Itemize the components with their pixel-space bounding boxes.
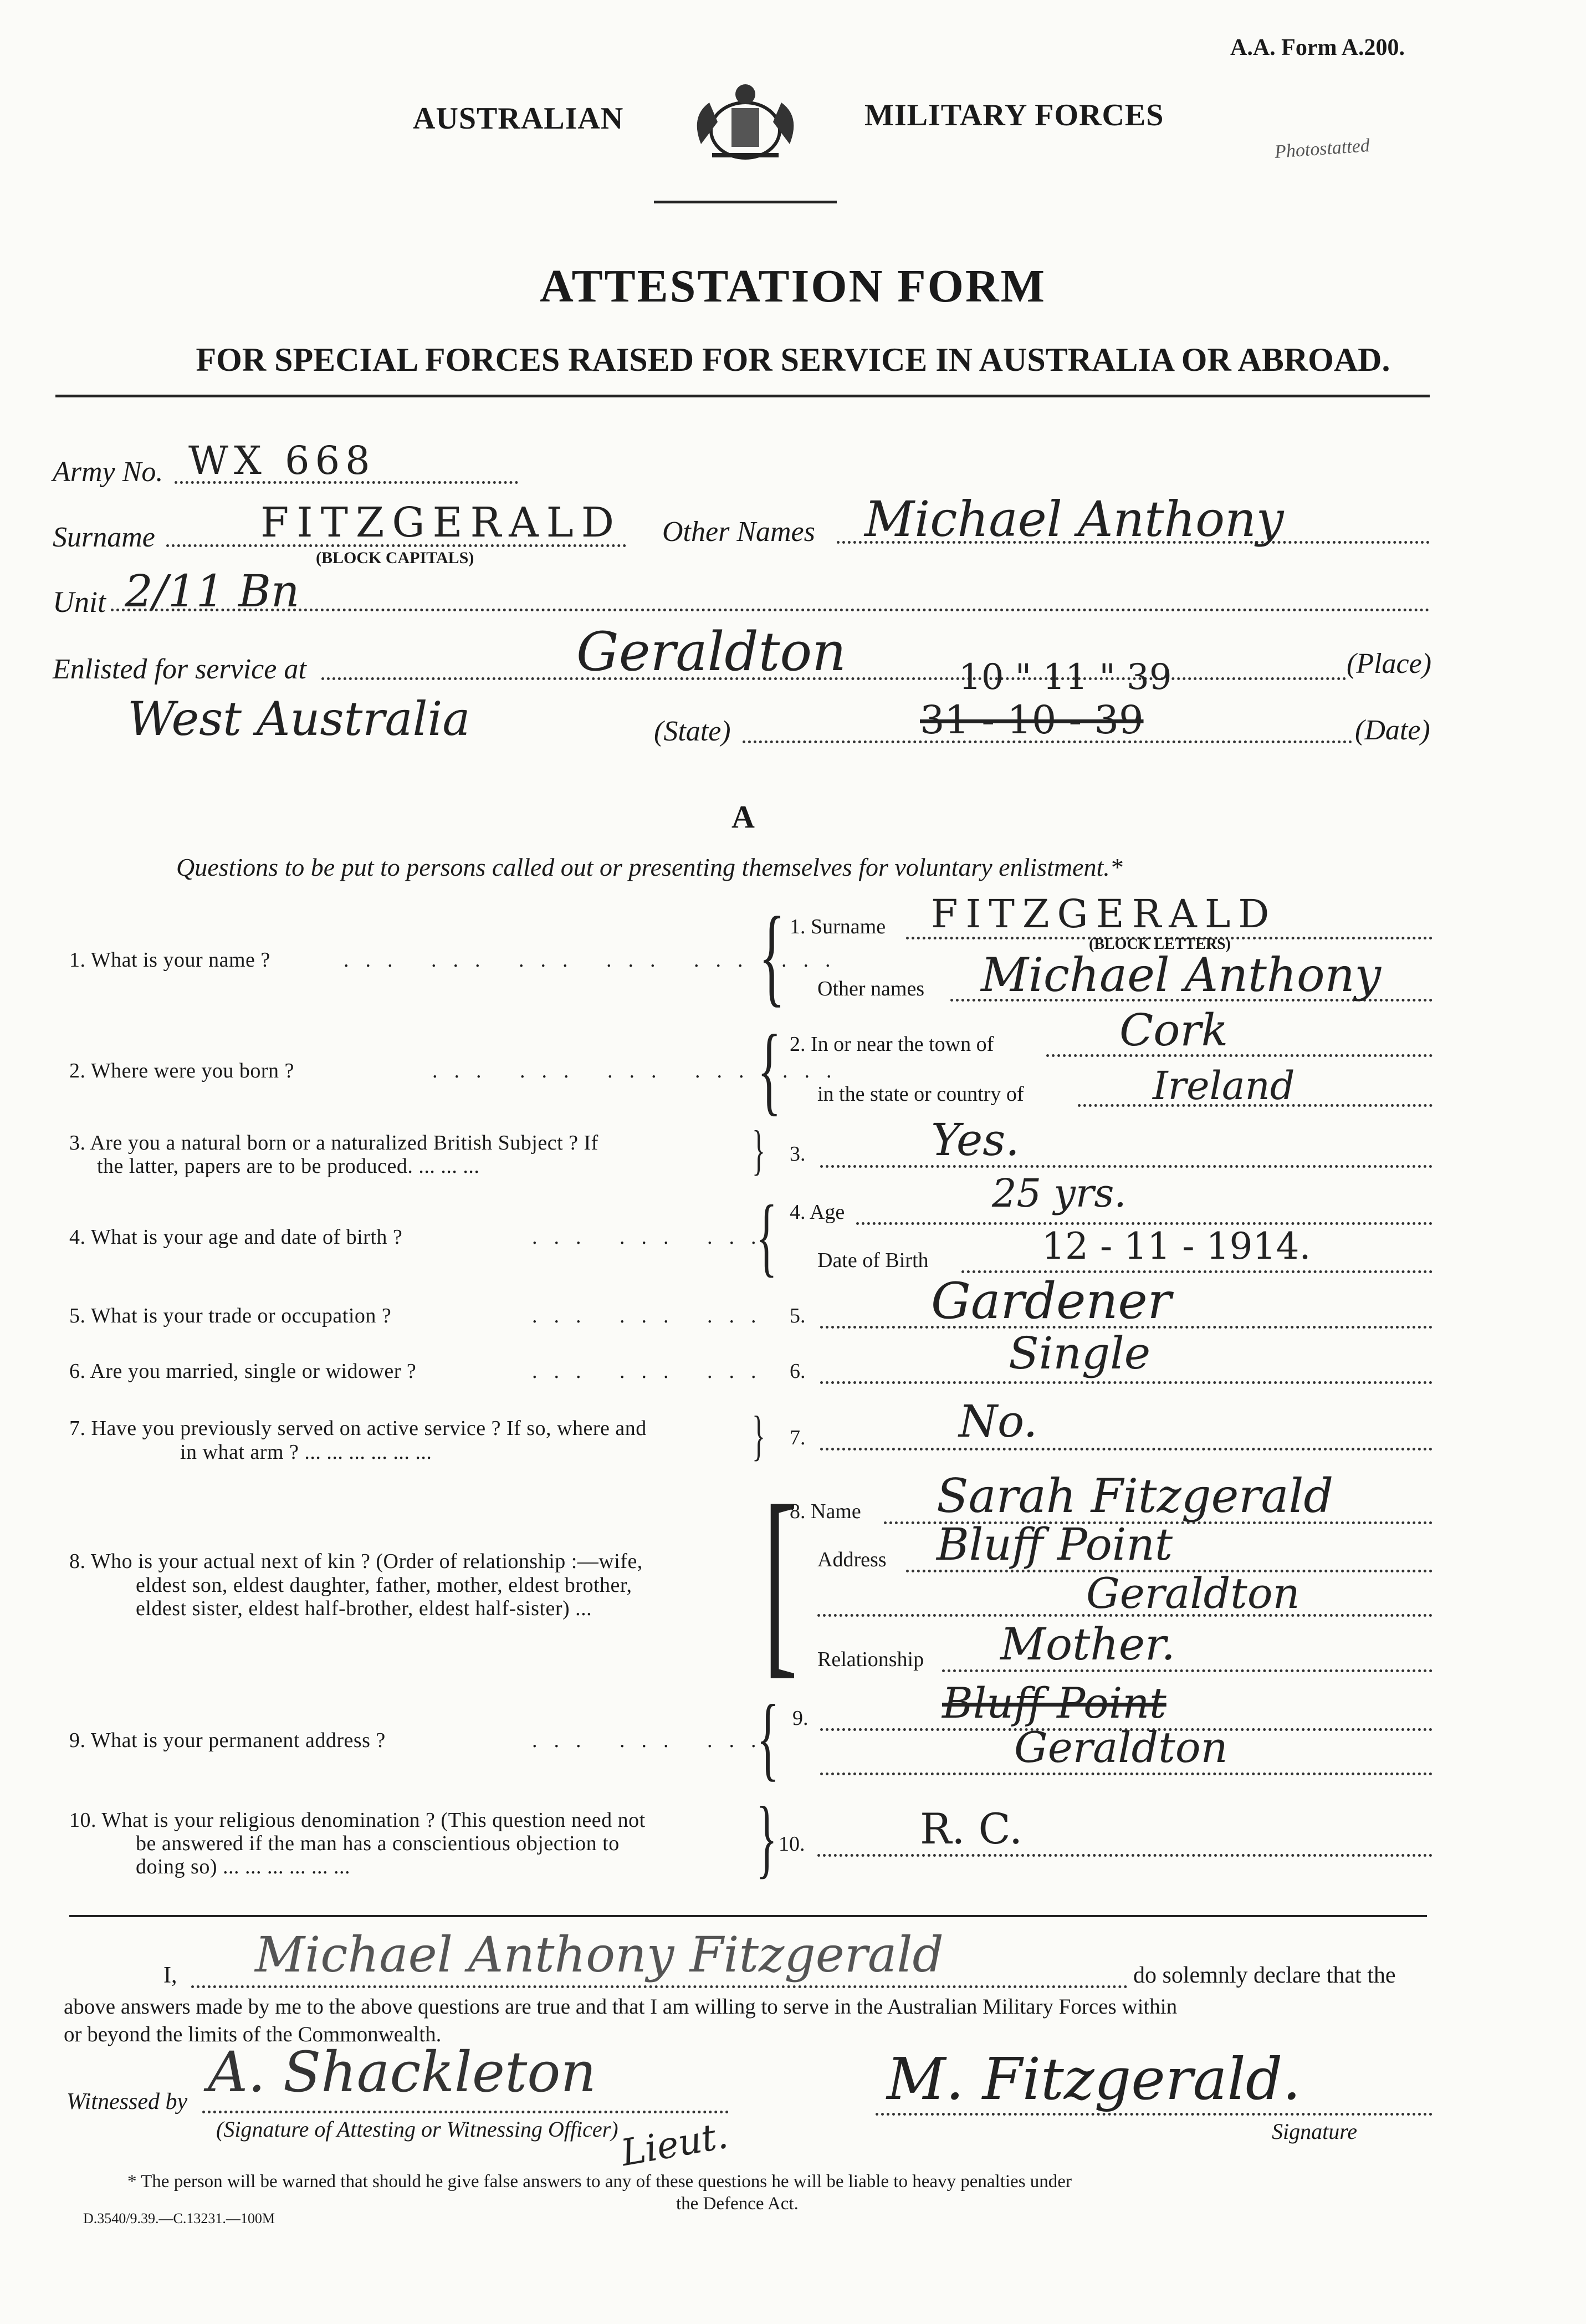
- enlisted-place-value: Geraldton: [576, 621, 846, 683]
- unit-value: 2/11 Bn: [125, 565, 300, 617]
- a6-label: 6.: [790, 1360, 806, 1383]
- footer-note-cont: the Defence Act.: [676, 2194, 799, 2214]
- a2-town-label: 2. In or near the town of: [790, 1033, 994, 1056]
- witness-signature: A. Shackleton: [208, 2040, 596, 2105]
- declaration-name-line: [191, 1985, 1128, 1988]
- declaration-rule: [69, 1915, 1427, 1917]
- question-1: 1. What is your name ?: [69, 948, 270, 972]
- brace-7: }: [752, 1404, 765, 1466]
- a4-dob-label: Date of Birth: [817, 1249, 929, 1272]
- brace-3: }: [752, 1119, 765, 1181]
- print-code: D.3540/9.39.—C.13231.—100M: [83, 2210, 275, 2226]
- place-label: (Place): [1347, 648, 1432, 680]
- a3-line: [820, 1165, 1432, 1168]
- army-no-label: Army No.: [53, 456, 163, 488]
- header-divider: [654, 201, 837, 203]
- a4-age-label: 4. Age: [790, 1201, 845, 1224]
- question-6-dots: ... ... ...: [532, 1360, 773, 1383]
- signature-line: [876, 2113, 1432, 2116]
- declaration-text2: above answers made by me to the above questions are true and that I am willing to serve in the Australian Military Forces within: [64, 1995, 1178, 2019]
- a9-line2-value: Geraldton: [1014, 1723, 1228, 1772]
- state-label: (State): [654, 716, 731, 747]
- section-letter: A: [731, 799, 755, 835]
- a4-age-value: 25 yrs.: [992, 1171, 1127, 1216]
- question-10-cont2: doing so) ... ... ... ... ... ...: [136, 1855, 350, 1878]
- a1-other-value: Michael Anthony: [981, 948, 1382, 1002]
- a6-value: Single: [1009, 1327, 1151, 1379]
- enlisted-date-value: 10 " 11 " 39: [959, 657, 1172, 698]
- a7-value: No.: [959, 1396, 1038, 1447]
- a1-other-label: Other names: [817, 977, 925, 1000]
- page-subtitle: FOR SPECIAL FORCES RAISED FOR SERVICE IN AUSTRALIA OR ABROAD.: [196, 341, 1390, 378]
- signature-caption: Signature: [1272, 2119, 1358, 2144]
- a6-line: [820, 1381, 1432, 1384]
- a9-label: 9.: [792, 1707, 809, 1730]
- question-9: 9. What is your permanent address ?: [69, 1729, 386, 1752]
- a8-address-label: Address: [817, 1548, 887, 1571]
- a4-dob-value: 12 - 11 - 1914.: [1042, 1225, 1311, 1268]
- other-names-value: Michael Anthony: [864, 491, 1284, 548]
- title-rule: [55, 395, 1430, 397]
- header-left-title: AUSTRALIAN: [413, 101, 624, 136]
- surname-value: FITZGERALD: [260, 499, 622, 546]
- form-number: A.A. Form A.200.: [1230, 35, 1405, 60]
- a8-relationship-label: Relationship: [817, 1648, 924, 1671]
- header-right-title: MILITARY FORCES: [864, 98, 1164, 132]
- a8-relationship-value: Mother.: [1000, 1618, 1175, 1670]
- surname-label: Surname: [53, 522, 155, 553]
- state-value: West Australia: [127, 692, 470, 746]
- a2-country-label: in the state or country of: [817, 1082, 1024, 1106]
- question-3-cont: the latter, papers are to be produced. ... ... ...: [97, 1155, 480, 1178]
- enlistee-signature: M. Fitzgerald.: [887, 2045, 1301, 2113]
- a2-country-value: Ireland: [1153, 1063, 1295, 1109]
- struck-date-value: 31 - 10 - 39: [920, 697, 1144, 743]
- a8-name-label: 8. Name: [790, 1500, 861, 1523]
- question-4: 4. What is your age and date of birth ?: [69, 1225, 403, 1249]
- a2-town-line: [1046, 1054, 1432, 1057]
- a10-label: 10.: [779, 1832, 805, 1856]
- a10-line: [817, 1854, 1432, 1857]
- date-label: (Date): [1355, 714, 1430, 746]
- a3-label: 3.: [790, 1142, 806, 1166]
- brace-8: [: [763, 1463, 798, 1696]
- a8-address2-value: Geraldton: [1086, 1569, 1300, 1618]
- army-no-value: WX 668: [188, 438, 376, 483]
- question-6: 6. Are you married, single or widower ?: [69, 1360, 417, 1383]
- question-8: 8. Who is your actual next of kin ? (Order of relationship :—wife,: [69, 1550, 643, 1573]
- question-4-dots: ... ... ...: [532, 1225, 773, 1249]
- question-8-cont: eldest son, eldest daughter, father, mother, eldest brother,: [136, 1574, 632, 1597]
- a1-surname-label: 1. Surname: [790, 915, 886, 938]
- question-2-dots: ... ... ... ... ...: [432, 1059, 848, 1082]
- question-10: 10. What is your religious denomination ? (This question need not: [69, 1809, 646, 1832]
- a3-value: Yes.: [931, 1114, 1020, 1166]
- question-3: 3. Are you a natural born or a naturalized British Subject ? If: [69, 1131, 598, 1155]
- a1-block-note: (BLOCK LETTERS): [1089, 936, 1231, 953]
- brace-1: {: [759, 895, 785, 1017]
- a1-surname-value: FITZGERALD: [931, 891, 1277, 937]
- brace-2: {: [757, 1014, 781, 1125]
- witness-line: [202, 2111, 729, 2113]
- a8-address1-value: Bluff Point: [937, 1519, 1173, 1570]
- page-title: ATTESTATION FORM: [540, 261, 1046, 312]
- brace-10: }: [756, 1788, 777, 1887]
- witness-rank: Lieut.: [617, 2113, 731, 2175]
- a7-line: [820, 1448, 1432, 1450]
- question-5-dots: ... ... ...: [532, 1304, 773, 1327]
- a5-label: 5.: [790, 1304, 806, 1327]
- question-10-cont: be answered if the man has a conscientious objection to: [136, 1832, 620, 1855]
- brace-4: {: [756, 1187, 777, 1285]
- question-2: 2. Where were you born ?: [69, 1059, 294, 1082]
- declaration-name-value: Michael Anthony Fitzgerald: [255, 1926, 944, 1983]
- photostat-stamp: Photostatted: [1273, 135, 1370, 162]
- witnessed-label: Witnessed by: [66, 2089, 188, 2114]
- question-7-cont: in what arm ? ... ... ... ... ... ...: [180, 1441, 432, 1464]
- a2-town-value: Cork: [1119, 1004, 1229, 1056]
- witness-caption: (Signature of Attesting or Witnessing Officer): [216, 2117, 618, 2142]
- brace-9: {: [756, 1685, 780, 1790]
- question-1-dots: ... ... ... ... ... ...: [344, 948, 847, 972]
- coat-of-arms-icon: [679, 78, 812, 166]
- a9-line1-value: Bluff Point: [942, 1678, 1167, 1728]
- a5-value: Gardener: [931, 1272, 1171, 1330]
- question-8-cont2: eldest sister, eldest half-brother, eldest half-sister) ...: [136, 1597, 592, 1620]
- question-9-dots: ... ... ...: [532, 1729, 773, 1752]
- question-7: 7. Have you previously served on active service ? If so, where and: [69, 1417, 647, 1440]
- a8-name-value: Sarah Fitzgerald: [937, 1469, 1334, 1523]
- enlisted-label: Enlisted for service at: [53, 653, 306, 685]
- unit-line: [111, 609, 1430, 611]
- a7-label: 7.: [790, 1426, 806, 1449]
- declaration-text3: or beyond the limits of the Commonwealth.: [64, 2022, 442, 2046]
- declaration-text1: do solemnly declare that the: [1133, 1963, 1396, 1988]
- footer-note: * The person will be warned that should he give false answers to any of these questions he will be liable to heavy penalties under: [127, 2172, 1072, 2192]
- a9-line2: [820, 1773, 1432, 1775]
- section-intro: Questions to be put to persons called out or presenting themselves for voluntary enlistment.*: [176, 853, 1123, 881]
- a10-value: R. C.: [920, 1804, 1023, 1853]
- block-capitals-note: (BLOCK CAPITALS): [316, 549, 474, 567]
- other-names-label: Other Names: [662, 516, 815, 548]
- question-5: 5. What is your trade or occupation ?: [69, 1304, 392, 1327]
- declaration-i: I,: [163, 1963, 177, 1988]
- unit-label: Unit: [53, 585, 106, 619]
